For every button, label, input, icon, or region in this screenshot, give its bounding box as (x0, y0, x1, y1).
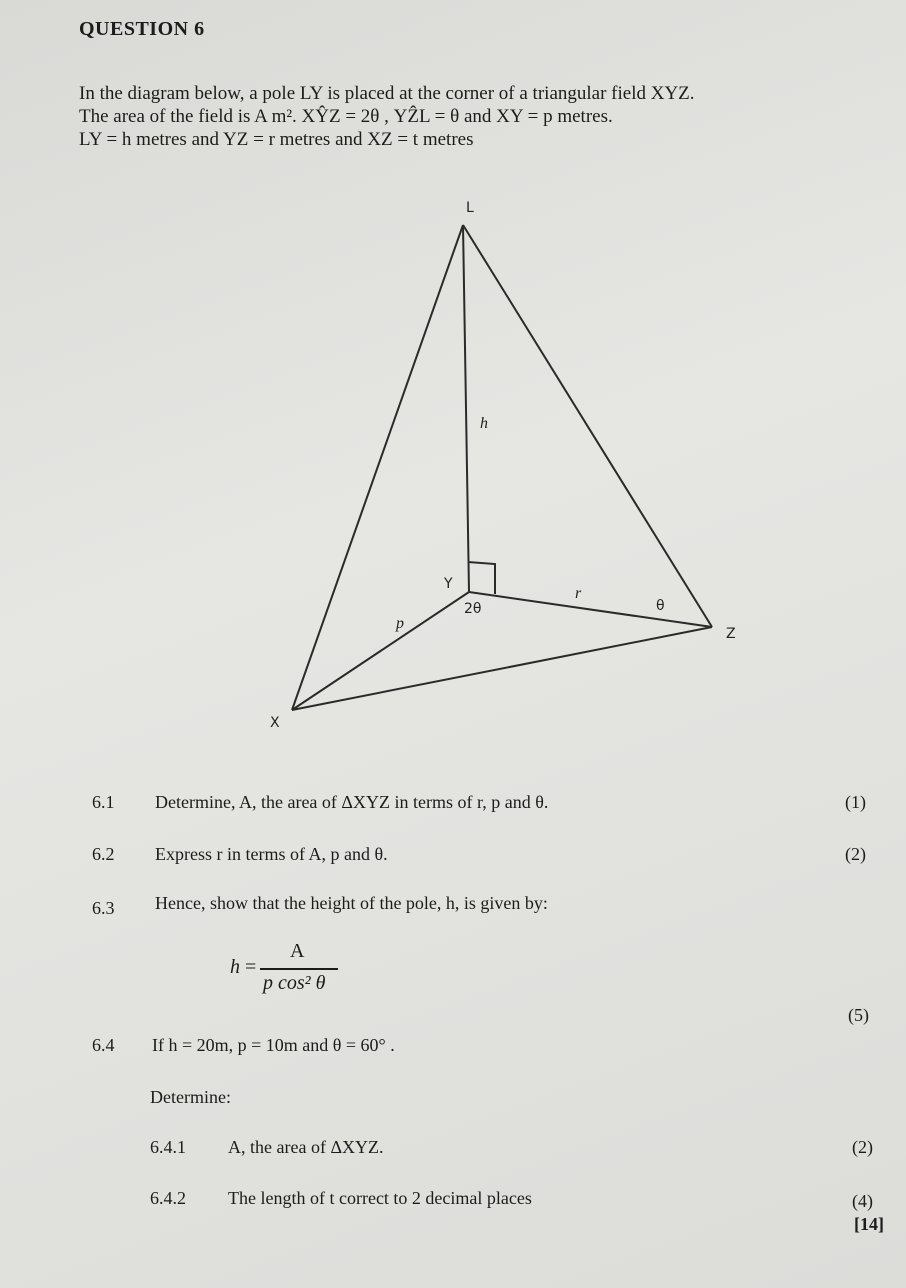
edge-LX (292, 225, 463, 710)
label-angle-2theta: 2θ (464, 601, 482, 617)
label-r: r (575, 585, 582, 602)
label-angle-theta: θ (656, 598, 665, 614)
label-h: h (480, 415, 488, 432)
label-Z: Z (726, 626, 736, 642)
q641-text: A, the area of ΔXYZ. (228, 1137, 384, 1157)
edge-LY (463, 225, 469, 592)
label-X: X (270, 715, 280, 731)
q61-number: 6.1 (92, 792, 115, 812)
q63-text: Hence, show that the height of the pole, h, is given by: (155, 893, 548, 913)
q61-text: Determine, A, the area of ΔXYZ in terms of r, p and θ. (155, 792, 549, 812)
label-L: L (466, 200, 474, 216)
formula-denominator: p cos² θ (263, 972, 326, 994)
right-angle-marker (468, 562, 495, 594)
q61-marks: (1) (845, 792, 866, 812)
intro-line-1: In the diagram below, a pole LY is placed at the corner of a triangular field XYZ. (79, 83, 695, 104)
q642-text: The length of t correct to 2 decimal places (228, 1188, 532, 1208)
total-marks: [14] (854, 1214, 884, 1234)
label-Y: Y (444, 576, 453, 592)
q63-number: 6.3 (92, 898, 115, 918)
q641-marks: (2) (852, 1137, 873, 1157)
q62-text: Express r in terms of A, p and θ. (155, 844, 388, 864)
q62-marks: (2) (845, 844, 866, 864)
question-heading: QUESTION 6 (79, 18, 205, 40)
intro-line-2: The area of the field is A m². XŶZ = 2θ , YẐL = θ and XY = p metres. (79, 106, 613, 127)
formula-lhs: h (230, 956, 240, 978)
edge-YZ (469, 592, 712, 627)
fraction-bar (260, 968, 338, 970)
formula-numerator: A (290, 940, 305, 962)
determine-label: Determine: (150, 1087, 231, 1107)
q642-marks: (4) (852, 1191, 873, 1211)
q642-number: 6.4.2 (150, 1188, 186, 1208)
edge-LZ (463, 225, 712, 627)
label-p: p (396, 615, 404, 632)
q64-number: 6.4 (92, 1035, 115, 1055)
formula-equals: = (245, 956, 257, 978)
q641-number: 6.4.1 (150, 1137, 186, 1157)
intro-line-3: LY = h metres and YZ = r metres and XZ = t metres (79, 129, 474, 150)
q63-marks: (5) (848, 1005, 869, 1025)
q62-number: 6.2 (92, 844, 115, 864)
q64-text: If h = 20m, p = 10m and θ = 60° . (152, 1035, 395, 1055)
